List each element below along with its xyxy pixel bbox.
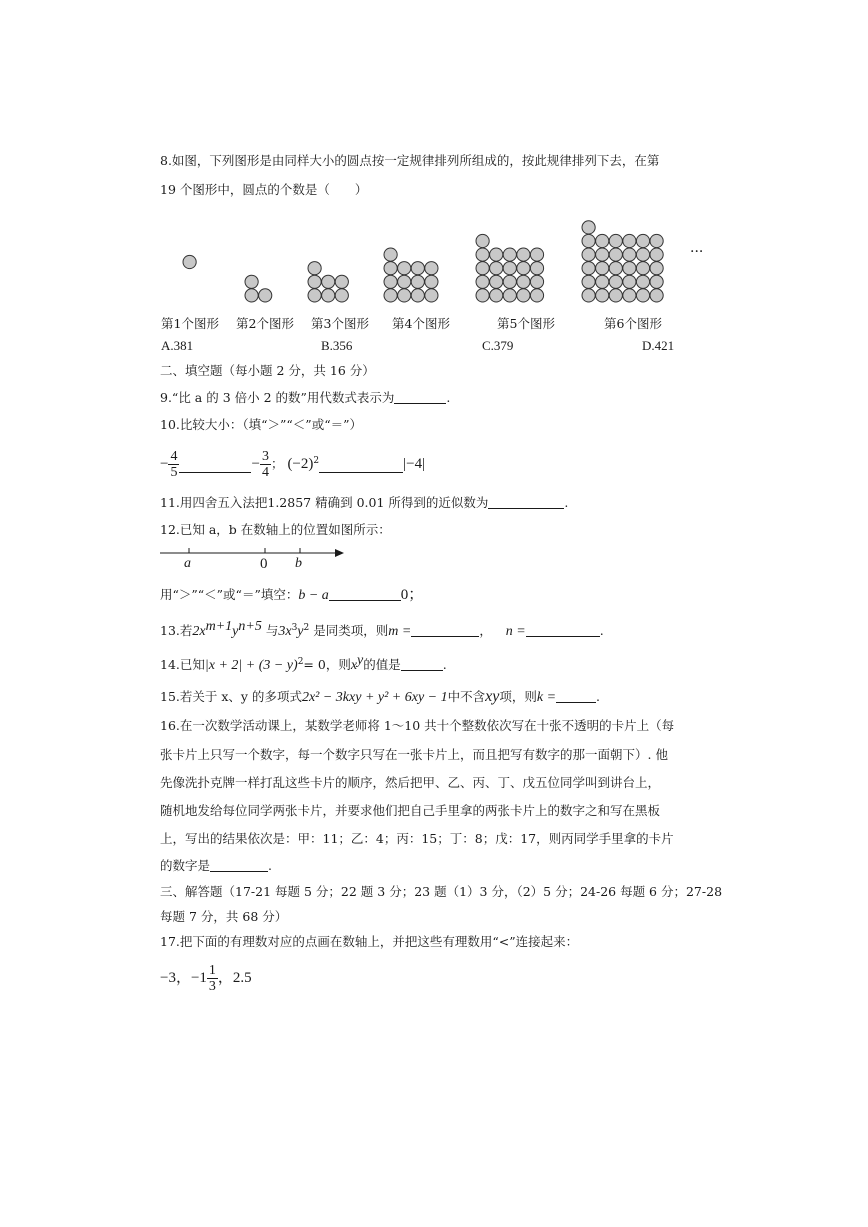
figure-4-dot xyxy=(411,262,424,275)
q16-line5: 上，写出的结果依次是：甲：11；乙：4；丙：15；丁：8；戊：17，则丙同学手里拿的卡片 xyxy=(160,831,674,846)
figure-6-dot xyxy=(609,275,622,288)
q13-term2-exp-x: 3 xyxy=(291,623,298,633)
figure-4-dot xyxy=(384,289,397,302)
q15-poly: 2x² − 3kxy + y² + 6xy − 1 xyxy=(301,690,448,705)
figure-6-dot xyxy=(623,248,636,261)
figure-3-dot xyxy=(335,275,348,288)
section2-title: 二、填空题（每小题 2 分，共 16 分） xyxy=(160,363,375,378)
q8-line1: 8.如图，下列图形是由同样大小的圆点按一定规律排列所组成的，按此规律排列下去，在第 xyxy=(160,153,660,168)
figure-1-dot xyxy=(183,255,196,268)
figure-5-dot xyxy=(517,248,530,261)
q13-mid: 与 xyxy=(265,623,279,639)
q9-text: 9.“比 a 的 3 倍小 2 的数”用代数式表示为 xyxy=(160,390,395,405)
figure-5-dot xyxy=(517,275,530,288)
q13-n: n = xyxy=(505,624,526,640)
q15-blank xyxy=(556,688,596,703)
figure-5-dot xyxy=(517,289,530,302)
figure-3-dot xyxy=(322,289,335,302)
figure-5-dot xyxy=(490,262,503,275)
q15 xyxy=(160,688,600,707)
figure-label-3: 第3个图形 xyxy=(311,316,369,331)
q12-fill xyxy=(160,586,423,605)
figure-6-dot xyxy=(650,234,663,247)
figure-3-dot xyxy=(308,275,321,288)
figure-2-dot xyxy=(245,289,258,302)
figure-4-top-dot xyxy=(384,248,397,261)
q15-k: k = xyxy=(536,690,557,705)
q10-abs: |−4| xyxy=(403,456,426,473)
q13-term2-y: y xyxy=(297,624,304,640)
q12-expr: b − a xyxy=(298,588,329,603)
q14-pre: 14.已知 xyxy=(160,657,205,673)
figure-6-dot xyxy=(596,262,609,275)
figure-6-dot xyxy=(609,234,622,247)
figure-4-dot xyxy=(398,289,411,302)
q15-pre: 15.若关于 x、y 的多项式 xyxy=(160,689,302,704)
figure-5-dot xyxy=(503,248,516,261)
option-d: D.421 xyxy=(642,338,675,353)
figure-5-dot xyxy=(503,289,516,302)
q14-post: 的值是 xyxy=(363,657,401,673)
figure-label-1: 第1个图形 xyxy=(161,316,219,331)
figure-6-dot xyxy=(650,289,663,302)
figure-5-dot xyxy=(503,275,516,288)
figure-5-dot xyxy=(490,289,503,302)
figure-6-dot xyxy=(609,289,622,302)
q10-right-fraction: $\frac{3}{4}$ xyxy=(261,449,269,481)
figure-2-dot xyxy=(259,289,272,302)
q16-line3: 先像洗扑克牌一样打乱这些卡片的顺序，然后把甲、乙、丙、丁、戊五位同学叫到讲台上， xyxy=(160,775,661,790)
figure-5-dot xyxy=(530,289,543,302)
q8-line2: 19 个图形中，圆点的个数是（ ） xyxy=(160,182,368,197)
figure-5-dot xyxy=(476,248,489,261)
q12-label-b: b xyxy=(295,556,302,571)
figure-5-dot xyxy=(476,275,489,288)
figure-5-dot xyxy=(530,262,543,275)
figure-6-dot xyxy=(623,289,636,302)
q16-end: . xyxy=(268,858,272,873)
option-b: B.356 xyxy=(321,338,353,353)
figure-4-dot xyxy=(411,275,424,288)
q10-left-fraction: $\frac{4}{5}$ xyxy=(170,449,178,481)
q13-post: 是同类项，则 xyxy=(313,623,389,639)
figure-6-dot xyxy=(650,275,663,288)
q15-xy: xy xyxy=(485,688,500,705)
figure-5-dot xyxy=(476,262,489,275)
q15-end: . xyxy=(596,689,601,704)
figure-6-dot xyxy=(650,248,663,261)
q10-blank-1 xyxy=(179,456,251,473)
q10-expr: − $\frac{4}{5}$ − $\frac{3}{4}$ ； $(-2)^2$ |−4| xyxy=(160,449,426,481)
q14-expr: |x + 2| + (3 − y) xyxy=(204,658,298,674)
figure-5-dot xyxy=(517,262,530,275)
figure-6-top-dot xyxy=(582,221,595,234)
q12-tail: 0； xyxy=(400,587,424,603)
figure-6-dot xyxy=(582,234,595,247)
q14 xyxy=(160,652,447,675)
figure-4-dot xyxy=(425,289,438,302)
q13-m: m = xyxy=(388,624,412,640)
q13-pre: 13.若 xyxy=(160,623,193,639)
q11 xyxy=(160,494,568,512)
option-c: C.379 xyxy=(482,338,514,353)
q9 xyxy=(160,389,450,407)
q12-label-0: 0 xyxy=(260,556,268,572)
q13-term2: 3x xyxy=(278,624,292,640)
q14-end: . xyxy=(442,657,447,673)
figure-4-dot xyxy=(425,275,438,288)
figure-3-top-dot xyxy=(308,262,321,275)
q16-line2: 张卡片上只写一个数字，每一个数字只写在一张卡片上，而且把写有数字的那一面朝下）. 他 xyxy=(160,747,668,762)
figure-5-top-dot xyxy=(476,234,489,247)
q14-exp: 2 xyxy=(297,657,304,667)
q11-end: . xyxy=(564,495,569,510)
q12-blank xyxy=(329,586,401,601)
q14-y: y xyxy=(357,653,364,668)
q9-end: . xyxy=(446,390,451,405)
q15-mid: 中不含 xyxy=(447,689,486,704)
figure-6-dot xyxy=(636,289,649,302)
q16-line6-text: 的数字是 xyxy=(160,858,211,873)
figure-6-dot xyxy=(596,248,609,261)
figure-5-dot xyxy=(530,275,543,288)
figure-6-dot xyxy=(596,289,609,302)
q12-label-a: a xyxy=(184,556,191,571)
q14-eq: = 0，则 xyxy=(303,657,351,673)
figure-3-dot xyxy=(308,289,321,302)
q13-term1-y: y xyxy=(232,624,239,640)
figure-label-4: 第4个图形 xyxy=(392,316,450,331)
q13-term1-exp-y: n+5 xyxy=(238,619,262,634)
figure-5-dot xyxy=(476,289,489,302)
figure-6-dot xyxy=(623,234,636,247)
q15-post: 项，则 xyxy=(499,689,537,704)
figure-5-dot xyxy=(490,248,503,261)
figure-3-dot xyxy=(322,275,335,288)
figure-6-dot xyxy=(596,275,609,288)
q13-term1: 2x xyxy=(192,624,206,640)
q13-term2-exp-y: 2 xyxy=(303,623,310,633)
figure-6-dot xyxy=(582,262,595,275)
figure-5-dot xyxy=(490,275,503,288)
q11-text: 11.用四舍五入法把1.2857 精确到 0.01 所得到的近似数为 xyxy=(160,495,489,510)
dot-pattern-figures xyxy=(150,200,750,312)
q10-text: 10.比较大小：（填“＞”“＜”或“＝”） xyxy=(160,417,362,432)
q10-expr2: (−2) xyxy=(287,456,314,473)
q9-blank xyxy=(394,389,446,404)
figure-4-dot xyxy=(425,262,438,275)
q13: 13.若$2x^{m+1}y^{n+5}$ 与$3x^3y^2$ 是同类项，则m = ， n = . xyxy=(160,619,604,640)
q16-blank xyxy=(210,857,268,872)
q14-x: x xyxy=(350,658,358,674)
figure-6-dot xyxy=(623,275,636,288)
figure-6-dot xyxy=(582,248,595,261)
figure-6-dot xyxy=(636,275,649,288)
figure-3-dot xyxy=(335,289,348,302)
q16-line6 xyxy=(160,857,272,875)
figure-6-dot xyxy=(582,289,595,302)
figure-5-dot xyxy=(530,248,543,261)
q12-fill-text: 用“＞”“＜”或“＝”填空： xyxy=(160,587,299,602)
figure-6-dot xyxy=(609,262,622,275)
q13-blank-n xyxy=(526,622,600,637)
figure-6-dot xyxy=(650,262,663,275)
q10-blank-2 xyxy=(319,456,403,473)
figure-4-dot xyxy=(411,289,424,302)
figure-6-dot xyxy=(623,262,636,275)
figure-4-dot xyxy=(398,275,411,288)
figure-6-dot xyxy=(609,248,622,261)
figure-6-dot xyxy=(582,275,595,288)
q10-exp2: 2 xyxy=(313,456,320,466)
q16-line1: 16.在一次数学活动课上，某数学老师将 1～10 共十个整数依次写在十张不透明的卡片上（每 xyxy=(160,718,675,733)
figure-5-dot xyxy=(503,262,516,275)
section3-line2: 每题 7 分，共 68 分） xyxy=(160,909,288,924)
q17-b: ，2.5 xyxy=(217,970,252,986)
ellipsis: ··· xyxy=(690,244,704,260)
q13-blank-m xyxy=(411,622,479,637)
figure-4-dot xyxy=(384,262,397,275)
figure-4-dot xyxy=(398,262,411,275)
q13-term1-exp-x: m+1 xyxy=(205,619,233,634)
figure-6-dot xyxy=(636,262,649,275)
q17-text: 17.把下面的有理数对应的点画在数轴上，并把这些有理数用“<”连接起来： xyxy=(160,934,579,949)
option-a: A.381 xyxy=(161,338,194,353)
figure-6-dot xyxy=(636,234,649,247)
figure-label-5: 第5个图形 xyxy=(497,316,555,331)
section3-line1: 三、解答题（17-21 每题 5 分；22 题 3 分；23 题（1）3 分，（2）5 分；24-26 每题 6 分；27-28 xyxy=(160,884,723,899)
figure-2-top-dot xyxy=(245,275,258,288)
figure-4-dot xyxy=(384,275,397,288)
figure-6-dot xyxy=(596,234,609,247)
figure-6-dot xyxy=(636,248,649,261)
q17-fraction: $\frac{1}{3}$ xyxy=(208,963,216,994)
q17-a: −3，−1 xyxy=(160,970,207,986)
figure-label-2: 第2个图形 xyxy=(236,316,294,331)
q11-blank xyxy=(488,494,564,509)
q14-blank xyxy=(401,656,443,671)
q12-text: 12.已知 a，b 在数轴上的位置如图所示： xyxy=(160,522,391,537)
figure-label-6: 第6个图形 xyxy=(604,316,662,331)
q17-numbers xyxy=(160,958,252,998)
q16-line4: 随机地发给每位同学两张卡片，并要求他们把自己手里拿的两张卡片上的数字之和写在黑板 xyxy=(160,803,661,818)
